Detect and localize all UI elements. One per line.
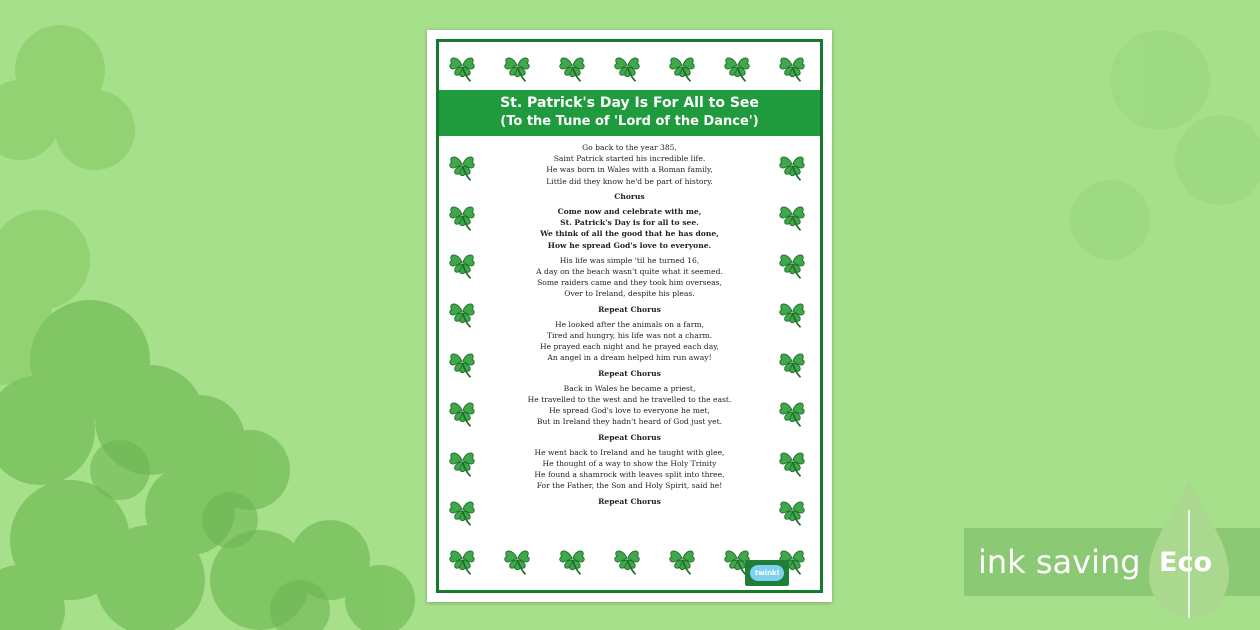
lyric-line: How he spread God's love to everyone. xyxy=(547,240,712,250)
lyric-line: Come now and celebrate with me, xyxy=(557,207,702,217)
lyric-line: We think of all the good that he has done, xyxy=(540,229,719,239)
lyric-line: He was born in Wales with a Roman family, xyxy=(546,165,713,175)
title-banner xyxy=(439,90,820,136)
four-leaf-clover-icon xyxy=(445,444,479,478)
chorus-label: Repeat Chorus xyxy=(598,496,661,506)
lyric-line: For the Father, the Son and Holy Spirit, said he! xyxy=(536,481,723,491)
lyric-line: He spread God's love to everyone he met, xyxy=(549,406,710,416)
background-clovers-left xyxy=(0,0,420,630)
lyric-line: But in Ireland they hadn't heard of God just yet. xyxy=(536,417,723,427)
four-leaf-clover-icon xyxy=(775,198,809,232)
lyric-line: An angel in a dream helped him run away! xyxy=(547,353,712,363)
four-leaf-clover-icon xyxy=(775,345,809,379)
four-leaf-clover-icon xyxy=(775,295,809,329)
lyric-line: A day on the beach wasn't quite what it seemed. xyxy=(536,267,723,277)
four-leaf-clover-icon xyxy=(665,49,699,83)
four-leaf-clover-icon xyxy=(445,49,479,83)
chorus-label: Repeat Chorus xyxy=(598,368,661,378)
four-leaf-clover-icon xyxy=(445,198,479,232)
four-leaf-clover-icon xyxy=(775,148,809,182)
four-leaf-clover-icon xyxy=(445,493,479,527)
lyric-line: Little did they know he'd be part of history. xyxy=(546,176,713,186)
worksheet-title: St. Patrick's Day Is For All to See xyxy=(500,95,759,111)
lyric-line: Back in Wales he became a priest, xyxy=(563,383,696,393)
lyric-line: He prayed each night and he prayed each day, xyxy=(540,342,719,352)
chorus-label: Repeat Chorus xyxy=(598,304,661,314)
lyric-line: He thought of a way to show the Holy Trinity xyxy=(542,459,717,469)
ink-saving-eco-badge xyxy=(964,528,1260,596)
twinkl-logo xyxy=(745,560,789,586)
four-leaf-clover-icon xyxy=(445,148,479,182)
lyric-line: He went back to Ireland and he taught with glee, xyxy=(534,447,725,457)
eco-label: Eco xyxy=(1159,547,1212,578)
four-leaf-clover-icon xyxy=(445,394,479,428)
four-leaf-clover-icon xyxy=(445,295,479,329)
four-leaf-clover-icon xyxy=(775,49,809,83)
four-leaf-clover-icon xyxy=(665,542,699,576)
four-leaf-clover-icon xyxy=(720,49,754,83)
verse-stanza xyxy=(487,383,772,428)
four-leaf-clover-icon xyxy=(500,49,534,83)
lyric-line: Tired and hungry, his life was not a charm. xyxy=(546,331,713,341)
song-lyrics xyxy=(487,142,772,511)
chorus-label: Chorus xyxy=(614,191,645,201)
lyric-line: He found a shamrock with leaves split into three, xyxy=(534,470,725,480)
verse-stanza xyxy=(487,319,772,364)
lyric-line: Some raiders came and they took him overseas, xyxy=(537,278,722,288)
twinkl-logo-text: twinkl xyxy=(750,565,784,581)
four-leaf-clover-icon xyxy=(555,542,589,576)
worksheet-subtitle: (To the Tune of 'Lord of the Dance') xyxy=(500,114,759,129)
four-leaf-clover-icon xyxy=(500,542,534,576)
chorus-label: Repeat Chorus xyxy=(598,432,661,442)
lyric-line: St. Patrick's Day is for all to see. xyxy=(560,218,699,228)
verse-stanza xyxy=(487,142,772,187)
four-leaf-clover-icon xyxy=(610,49,644,83)
chorus-stanza xyxy=(487,206,772,251)
four-leaf-clover-icon xyxy=(775,493,809,527)
verse-stanza xyxy=(487,255,772,300)
four-leaf-clover-icon xyxy=(445,542,479,576)
verse-stanza xyxy=(487,447,772,492)
lyric-line: He travelled to the west and he travelled to the east. xyxy=(527,395,732,405)
lyric-line: His life was simple 'til he turned 16, xyxy=(559,255,700,265)
lyric-line: Go back to the year 385, xyxy=(582,143,677,152)
four-leaf-clover-icon xyxy=(610,542,644,576)
four-leaf-clover-icon xyxy=(775,394,809,428)
four-leaf-clover-icon xyxy=(775,246,809,280)
four-leaf-clover-icon xyxy=(445,246,479,280)
worksheet-page xyxy=(427,30,832,602)
lyric-line: He looked after the animals on a farm, xyxy=(555,319,704,329)
ink-saving-label: ink saving xyxy=(978,543,1141,581)
lyric-line: Saint Patrick started his incredible life. xyxy=(553,154,706,164)
lyric-line: Over to Ireland, despite his pleas. xyxy=(564,289,695,299)
four-leaf-clover-icon xyxy=(445,345,479,379)
four-leaf-clover-icon xyxy=(775,444,809,478)
four-leaf-clover-icon xyxy=(555,49,589,83)
